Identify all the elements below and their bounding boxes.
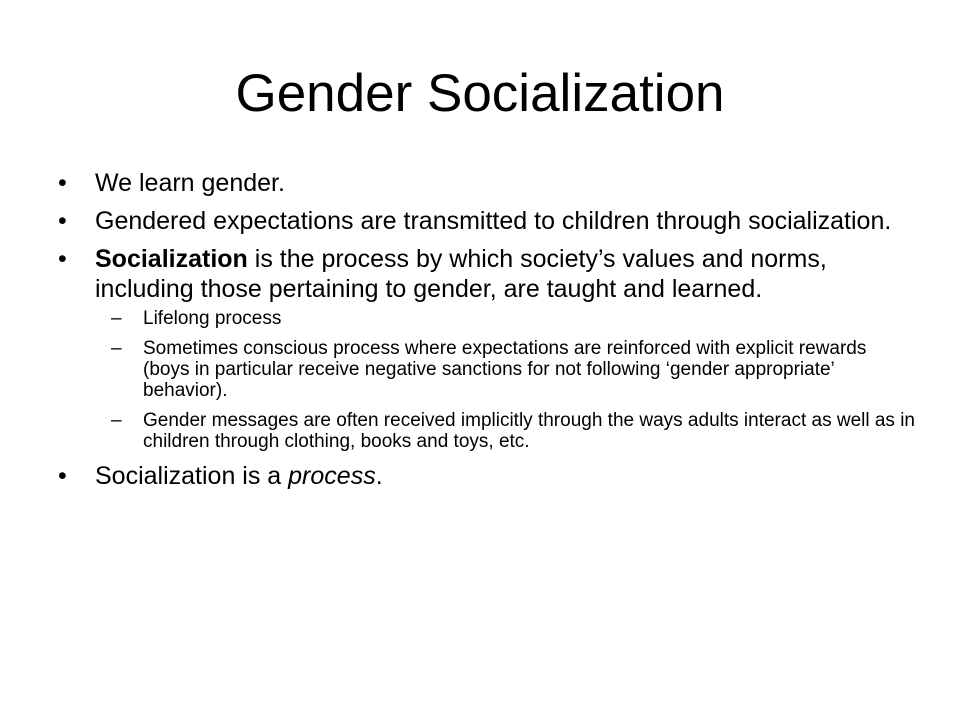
sub-bullet-item	[95, 308, 918, 329]
bullet-icon: •	[58, 169, 67, 197]
bold-term: Socialization	[95, 245, 248, 273]
dash-icon: –	[111, 410, 122, 431]
bullet-list	[58, 168, 918, 491]
bullet-item	[58, 168, 918, 198]
dash-icon: –	[111, 338, 122, 359]
bullet-text	[95, 245, 827, 303]
bullet-icon: •	[58, 245, 67, 273]
dash-icon: –	[111, 308, 122, 329]
slide-body	[58, 168, 918, 499]
italic-term: process	[288, 462, 376, 490]
sub-bullet-item	[95, 338, 918, 401]
bullet-text: We learn gender.	[95, 169, 285, 197]
slide-title: Gender Socialization	[235, 64, 725, 123]
bullet-item	[58, 206, 918, 236]
bullet-icon: •	[58, 207, 67, 235]
bullet-item	[58, 244, 918, 452]
sub-bullet-text: Lifelong process	[143, 308, 282, 329]
sub-bullet-list	[95, 308, 918, 452]
sub-bullet-text: Gender messages are often received implicitly through the ways adults interact as well as in children through clothing, books and toys, etc.	[143, 410, 915, 452]
bullet-text-suffix: .	[375, 462, 383, 490]
bullet-text	[95, 462, 383, 490]
sub-bullet-item	[95, 410, 918, 452]
bullet-text: Gendered expectations are transmitted to children through socialization.	[95, 207, 892, 235]
sub-bullet-text: Sometimes conscious process where expectations are reinforced with explicit rewards (boys in particular receive negative sanctions for not following ‘gender appropriate’ behavior).	[143, 338, 867, 401]
bullet-text-lead: Socialization is a	[95, 462, 289, 490]
bullet-item	[58, 461, 918, 491]
bullet-icon: •	[58, 462, 67, 490]
bullet-text-rest: is the process by which society’s values and norms, including those pertaining to gender, are taught and learned.	[95, 245, 827, 303]
